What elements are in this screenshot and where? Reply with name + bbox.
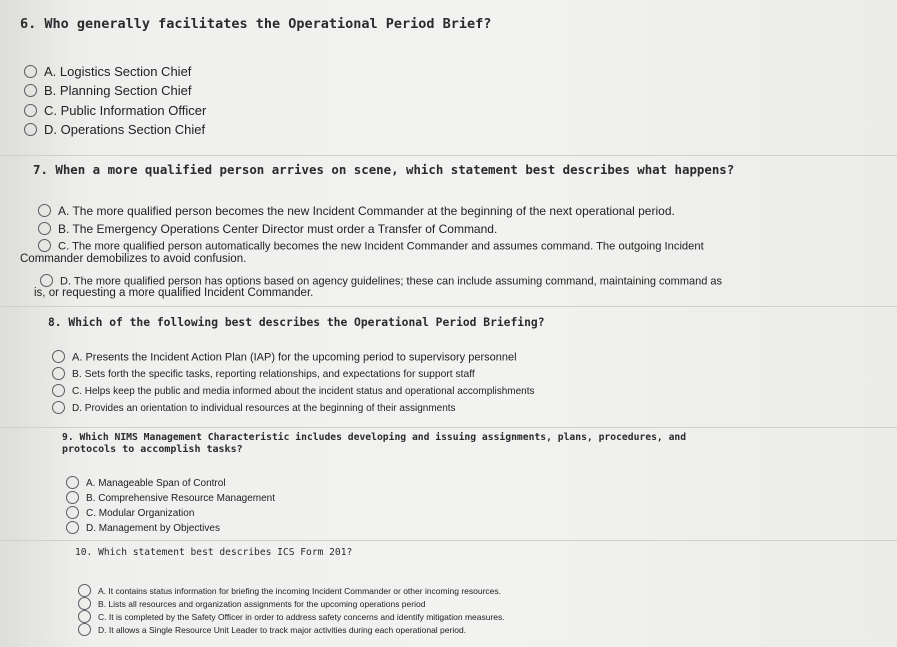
question-8 — [0, 307, 897, 428]
option-label: A. It contains status information for briefing the incoming Incident Commander or other incoming resources. — [98, 585, 501, 596]
radio-icon[interactable] — [24, 65, 37, 78]
radio-icon[interactable] — [38, 204, 51, 217]
option-label: C. The more qualified person automatically becomes the new Incident Commander and assumes command. The outgoing Incident — [58, 240, 704, 253]
question-10-option-c[interactable] — [78, 611, 505, 624]
option-label: C. Helps keep the public and media informed about the incident status and operational accomplishments — [72, 386, 535, 398]
question-10 — [0, 541, 897, 647]
question-6-option-c[interactable] — [24, 103, 206, 118]
radio-icon[interactable] — [52, 350, 65, 363]
radio-icon[interactable] — [66, 476, 79, 489]
question-8-option-a[interactable] — [52, 351, 517, 364]
option-label: C. Public Information Officer — [44, 103, 207, 118]
option-label: A. Presents the Incident Action Plan (IAP) for the upcoming period to supervisory personnel — [72, 351, 517, 364]
question-7-option-a[interactable] — [38, 204, 675, 218]
question-9-title-line-2: protocols to accomplish tasks? — [62, 444, 243, 455]
option-label: B. The Emergency Operations Center Director must order a Transfer of Command. — [58, 222, 498, 236]
question-7-option-c[interactable] — [38, 240, 704, 253]
option-label: A. Logistics Section Chief — [44, 64, 192, 79]
option-label: D. Management by Objectives — [86, 523, 220, 535]
question-9-option-a[interactable] — [66, 477, 226, 490]
option-label: A. The more qualified person becomes the new Incident Commander at the beginning of the next operational period. — [58, 204, 675, 218]
question-10-option-d[interactable] — [78, 624, 466, 637]
radio-icon[interactable] — [78, 610, 91, 623]
question-7-title: 7. When a more qualified person arrives on scene, which statement best describes what happens? — [33, 162, 735, 177]
option-label: B. Lists all resources and organization assignments for the upcoming operations period — [98, 598, 426, 609]
option-label: D. It allows a Single Resource Unit Leader to track major activities during each operational period. — [98, 624, 467, 635]
question-6-option-a[interactable] — [24, 64, 191, 79]
option-label: D. Operations Section Chief — [44, 122, 206, 137]
question-10-option-a[interactable] — [78, 585, 501, 598]
question-10-title: 10. Which statement best describes ICS Form 201? — [75, 547, 353, 558]
option-label: B. Comprehensive Resource Management — [86, 493, 275, 505]
option-label: B. Sets forth the specific tasks, reporting relationships, and expectations for support staff — [72, 369, 475, 381]
question-8-option-d[interactable] — [52, 402, 456, 415]
radio-icon[interactable] — [40, 274, 53, 287]
radio-icon[interactable] — [24, 84, 37, 97]
question-7-option-b[interactable] — [38, 222, 497, 236]
radio-icon[interactable] — [66, 491, 79, 504]
question-10-option-b[interactable] — [78, 598, 425, 611]
option-label: B. Planning Section Chief — [44, 83, 192, 98]
radio-icon[interactable] — [66, 506, 79, 519]
radio-icon[interactable] — [66, 521, 79, 534]
option-label: C. It is completed by the Safety Officer in order to address safety concerns and identify mitigation measures. — [98, 611, 505, 622]
radio-icon[interactable] — [24, 104, 37, 117]
radio-icon[interactable] — [52, 384, 65, 397]
question-7-option-d-continuation: is, or requesting a more qualified Incident Commander. — [34, 287, 314, 299]
question-9-option-d[interactable] — [66, 522, 220, 535]
question-8-title: 8. Which of the following best describes the Operational Period Briefing? — [48, 316, 545, 329]
radio-icon[interactable] — [52, 367, 65, 380]
question-6-option-d[interactable] — [24, 122, 205, 137]
option-label: D. Provides an orientation to individual resources at the beginning of their assignments — [72, 403, 456, 415]
radio-icon[interactable] — [78, 597, 91, 610]
radio-icon[interactable] — [38, 239, 51, 252]
question-6-option-b[interactable] — [24, 83, 191, 98]
radio-icon[interactable] — [38, 222, 51, 235]
question-7 — [0, 156, 897, 307]
question-9-option-b[interactable] — [66, 492, 275, 505]
radio-icon[interactable] — [78, 584, 91, 597]
question-8-option-b[interactable] — [52, 368, 475, 381]
question-6 — [0, 0, 897, 156]
question-9 — [0, 428, 897, 541]
question-8-option-c[interactable] — [52, 385, 535, 398]
option-label: D. The more qualified person has options based on agency guidelines; these can include assuming command, maintaining command as — [60, 275, 723, 288]
radio-icon[interactable] — [52, 401, 65, 414]
question-9-title-line-1: 9. Which NIMS Management Characteristic includes developing and issuing assignments, plans, procedures, and — [62, 432, 687, 443]
question-6-title: 6. Who generally facilitates the Operational Period Brief? — [20, 16, 492, 32]
radio-icon[interactable] — [78, 623, 91, 636]
question-9-option-c[interactable] — [66, 507, 194, 520]
radio-icon[interactable] — [24, 123, 37, 136]
question-7-option-c-continuation: Commander demobilizes to avoid confusion. — [20, 253, 247, 265]
option-label: C. Modular Organization — [86, 508, 195, 520]
option-label: A. Manageable Span of Control — [86, 478, 226, 490]
